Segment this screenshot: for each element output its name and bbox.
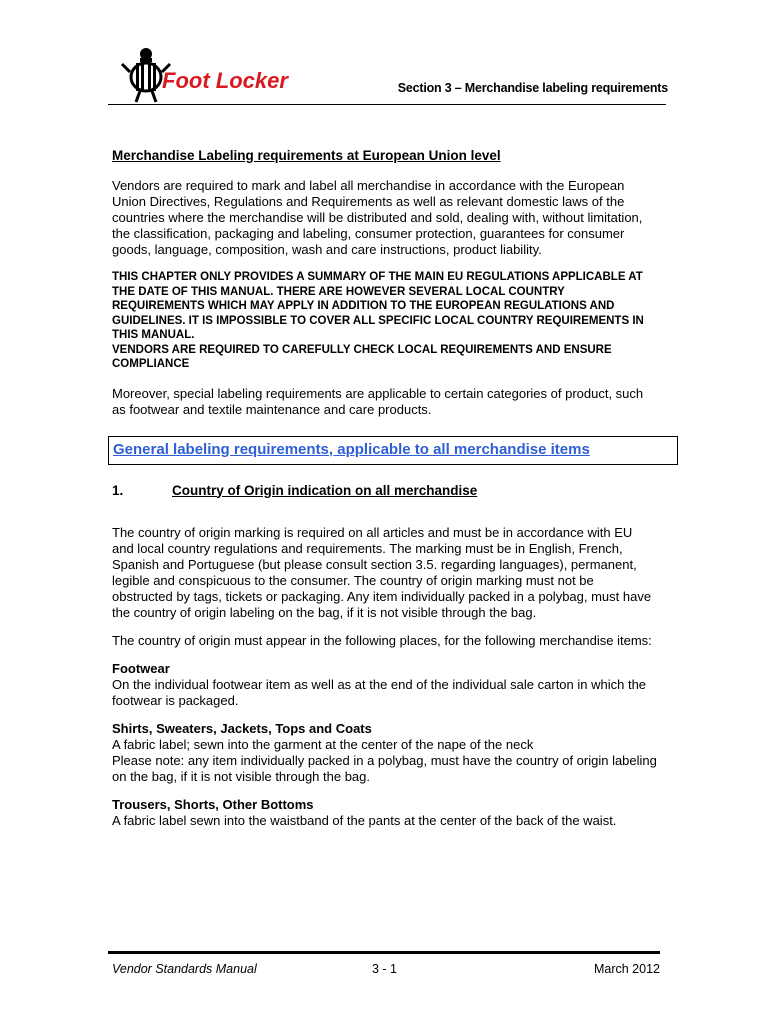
section-1-heading (112, 483, 657, 499)
svg-text:Foot Locker: Foot Locker (162, 68, 288, 93)
intro-paragraph: Vendors are required to mark and label all merchandise in accordance with the European Union Directives, Regulations and Requirements as well as relevant domestic laws of the countries where the merchandise will be distributed and sold, dealing with, without limitation, the classification, packaging and labeling, consumer protection, guarantees for consumer goods, language, composition, wash and care instructions, product liability. (112, 178, 643, 257)
item-text-note: Please note: any item individually packed in a polybag, must have the country of origin labeling on the bag, if it is not visible through the bag. (112, 752, 657, 784)
item-text: A fabric label; sewn into the garment at the center of the nape of the neck (112, 736, 534, 752)
footer-divider (108, 951, 660, 954)
item-title: Shirts, Sweaters, Jackets, Tops and Coats (112, 720, 372, 736)
item-title: Trousers, Shorts, Other Bottoms (112, 796, 314, 812)
notice-text-2: VENDORS ARE REQUIRED TO CAREFULLY CHECK LOCAL REQUIREMENTS AND ENSURE COMPLIANCE (112, 343, 612, 370)
notice-paragraph (112, 270, 657, 372)
item-text: A fabric label sewn into the waistband of the pants at the center of the back of the waist. (112, 812, 617, 828)
moreover-paragraph: Moreover, special labeling requirements are applicable to certain categories of product, such as footwear and textile maintenance and care products. (112, 385, 644, 417)
item-shirts (112, 721, 657, 785)
item-footwear (112, 661, 657, 709)
footer-date: March 2012 (593, 962, 660, 976)
general-labeling-heading: General labeling requirements, applicable to all merchandise items (108, 436, 678, 465)
section-title: Section 3 – Merchandise labeling requirements (397, 81, 668, 95)
section-number: 1. (112, 482, 124, 498)
page-number: 3 - 1 (372, 962, 398, 976)
section-title-text: Country of Origin indication on all merchandise (172, 482, 478, 498)
item-trousers (112, 797, 657, 829)
page-header (108, 38, 668, 108)
item-text: On the individual footwear item as well as at the end of the individual sale carton in which the footwear is packaged. (112, 676, 647, 708)
section-1-paragraph-1: The country of origin marking is required on all articles and must be in accordance with EU and local country regulations and requirements. The marking must be in English, French, Spanish and Portuguese (but please consult section 3.5. regarding languages), permanent, legible and conspicuous to the consumer. The country of origin marking must not be obstructed by tags, tickets or packaging. Any item individually packed in a polybag, must have the country of origin labeling on the bag, if it is not visible through the bag. (112, 524, 652, 620)
notice-text: THIS CHAPTER ONLY PROVIDES A SUMMARY OF THE MAIN EU REGULATIONS APPLICABLE AT THE DATE OF THIS MANUAL. THERE ARE HOWEVER SEVERAL LOCAL COUNTRY REQUIREMENTS WHICH MAY APPLY IN ADDITION TO THE EUROPEAN REGULATIONS AND GUIDELINES. IT IS IMPOSSIBLE TO COVER ALL SPECIFIC LOCAL COUNTRY REQUIREMENTS IN THIS MANUAL. (112, 271, 644, 341)
foot-locker-logo (118, 44, 318, 104)
document-body (112, 148, 657, 841)
item-title: Footwear (112, 660, 170, 676)
footer-manual-name: Vendor Standards Manual (112, 962, 257, 976)
section-1-paragraph-2: The country of origin must appear in the following places, for the following merchandise items: (112, 632, 652, 648)
header-divider (108, 104, 666, 105)
page-heading: Merchandise Labeling requirements at European Union level (112, 148, 501, 163)
